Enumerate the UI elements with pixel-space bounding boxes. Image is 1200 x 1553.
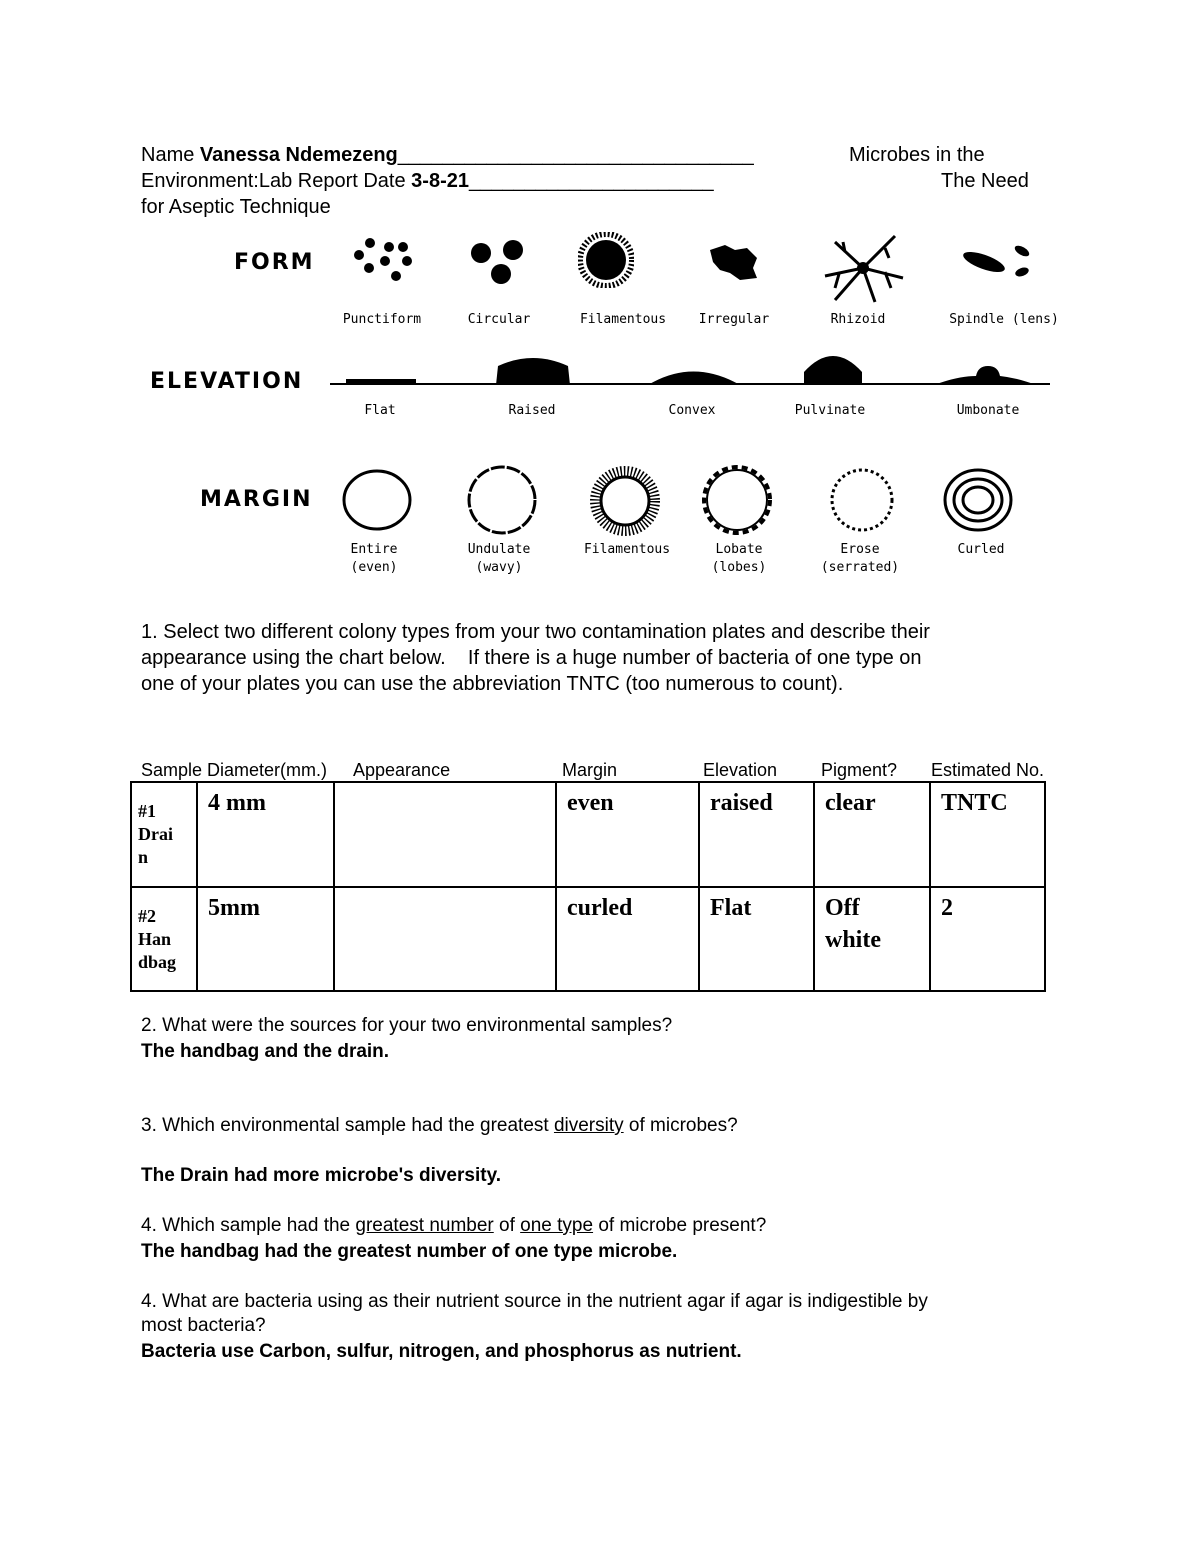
- elevation-flat-label: Flat: [364, 403, 396, 418]
- q2-question: 2. What were the sources for your two environmental samples?: [141, 1015, 673, 1036]
- name-blank: ________________________________: [397, 144, 754, 166]
- margin-cell: even: [556, 782, 699, 887]
- elevation-cell: raised: [699, 782, 814, 887]
- form-rhizoid-label: Rhizoid: [830, 312, 886, 327]
- diameter-cell: 4 mm: [197, 782, 334, 887]
- diameter-cell: 5mm: [197, 887, 334, 991]
- form-irregular-label: Irregular: [698, 312, 770, 327]
- filamentous-form-icon: [578, 232, 634, 288]
- title-part-2: The Need: [941, 170, 1029, 192]
- irregular-form-icon: [705, 240, 765, 285]
- elevation-cell: Flat: [699, 887, 814, 991]
- title-part-1: Microbes in the: [849, 144, 985, 166]
- pigment-cell: clear: [814, 782, 930, 887]
- form-filamentous-label: Filamentous: [579, 312, 667, 327]
- header-estimated: Estimated No.: [931, 760, 1045, 780]
- margin-label: MARGIN: [200, 487, 313, 512]
- margin-lobate-label: Lobate (lobes): [711, 542, 767, 575]
- date-label: Environment:Lab Report Date: [141, 170, 412, 192]
- estimated-cell: 2: [930, 887, 1045, 991]
- name-line: [141, 142, 754, 168]
- pigment-cell: Off white: [814, 887, 930, 991]
- lobate-margin-icon: [695, 460, 779, 540]
- header-appearance: Appearance: [353, 760, 451, 780]
- q1-line-3: one of your plates you can use the abbreviation TNTC (too numerous to count).: [141, 673, 844, 695]
- name-label: Name: [141, 144, 200, 166]
- elevation-convex-label: Convex: [668, 403, 716, 418]
- margin-cell: curled: [556, 887, 699, 991]
- entire-margin-icon: [340, 465, 414, 535]
- erose-margin-icon: [820, 464, 904, 536]
- table-row: [131, 887, 1045, 991]
- margin-entire-label: Entire (even): [350, 542, 398, 575]
- header-diameter: Diameter(mm.): [207, 760, 327, 780]
- table-row: [131, 782, 1045, 887]
- q5-question-line-1: 4. What are bacteria using as their nutrient source in the nutrient agar if agar is indigestible by: [141, 1291, 928, 1312]
- spindle-form-icon: [960, 242, 1035, 282]
- punctiform-icon: [345, 235, 425, 285]
- sample-cell: #2 Han dbag: [131, 887, 197, 991]
- appearance-cell: [334, 887, 556, 991]
- filamentous-margin-icon: [585, 465, 665, 537]
- rhizoid-form-icon: [815, 232, 911, 304]
- date-blank: ______________________: [468, 170, 714, 192]
- margin-curled-label: Curled: [957, 542, 1005, 557]
- date-line: [141, 168, 714, 194]
- header-sample: Sample: [141, 760, 203, 780]
- form-spindle-label: Spindle (lens): [949, 312, 1059, 327]
- header-elevation: Elevation: [703, 760, 778, 780]
- q1-line-1: 1. Select two different colony types from your two contamination plates and describe their: [141, 621, 930, 643]
- elevation-pulvinate-label: Pulvinate: [794, 403, 866, 418]
- q2-answer: The handbag and the drain.: [141, 1041, 390, 1062]
- curled-margin-icon: [940, 465, 1016, 535]
- form-label: FORM: [234, 250, 315, 275]
- sample-cell: #1 Drai n: [131, 782, 197, 887]
- circular-form-icon: [465, 238, 530, 288]
- title-part-3: for Aseptic Technique: [141, 196, 331, 218]
- margin-erose-label: Erose (serrated): [820, 542, 900, 575]
- q3-answer: The Drain had more microbe's diversity.: [141, 1165, 501, 1186]
- student-name: Vanessa Ndemezeng: [199, 144, 398, 166]
- undulate-margin-icon: [460, 462, 544, 538]
- header-pigment: Pigment?: [821, 760, 898, 780]
- report-date: 3-8-21: [411, 170, 469, 192]
- q5-question-line-2: most bacteria?: [141, 1315, 266, 1336]
- elevation-label: ELEVATION: [150, 369, 304, 394]
- form-circular-label: Circular: [467, 312, 531, 327]
- appearance-cell: [334, 782, 556, 887]
- elevation-raised-label: Raised: [508, 403, 556, 418]
- margin-filamentous-label: Filamentous: [583, 542, 671, 557]
- q1-line-2: appearance using the chart below. If there is a huge number of bacteria of one type on: [141, 647, 922, 669]
- q3-question: 3. Which environmental sample had the greatest diversity of microbes?: [141, 1115, 738, 1136]
- colony-table: [130, 781, 1046, 992]
- q4-question: 4. Which sample had the greatest number of one type of microbe present?: [141, 1215, 767, 1236]
- q5-answer: Bacteria use Carbon, sulfur, nitrogen, and phosphorus as nutrient.: [141, 1341, 742, 1362]
- margin-undulate-label: Undulate (wavy): [467, 542, 531, 575]
- form-punctiform-label: Punctiform: [342, 312, 422, 327]
- elevation-profiles-icon: [328, 350, 1053, 390]
- estimated-cell: TNTC: [930, 782, 1045, 887]
- elevation-umbonate-label: Umbonate: [956, 403, 1020, 418]
- header-margin: Margin: [562, 760, 618, 780]
- q4-answer: The handbag had the greatest number of one type microbe.: [141, 1241, 678, 1262]
